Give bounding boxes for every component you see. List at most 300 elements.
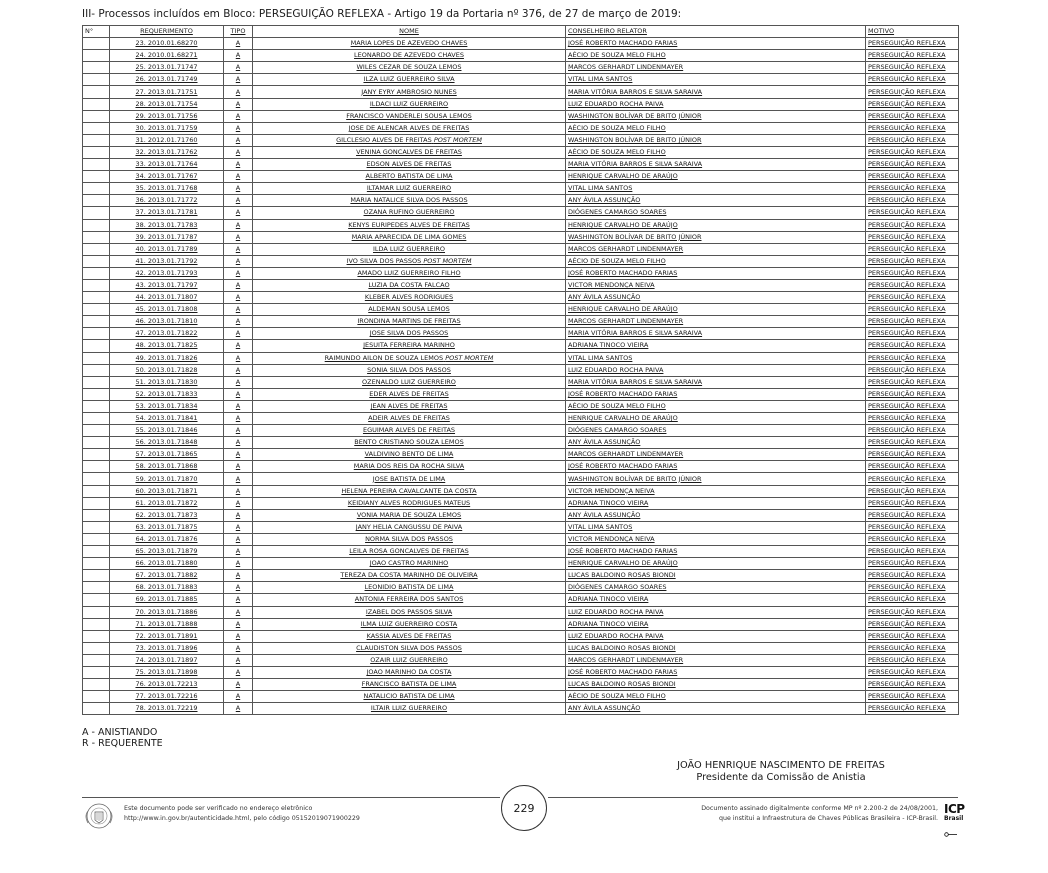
cell-tipo-text: A bbox=[235, 498, 241, 507]
cell-nome bbox=[253, 485, 566, 497]
cell-requerimento bbox=[110, 159, 224, 171]
cell-motivo-text: PERSEGUIÇÃO REFLEXA bbox=[868, 305, 946, 314]
cell-nome bbox=[253, 509, 566, 521]
cell-nome-text: EDSON ALVES DE FREITAS bbox=[366, 160, 452, 169]
cell-tipo bbox=[224, 400, 253, 412]
cell-requerimento bbox=[110, 691, 224, 703]
cell-motivo-text: PERSEGUIÇÃO REFLEXA bbox=[868, 184, 946, 193]
cell-requerimento bbox=[110, 340, 224, 352]
cell-conselheiro-text: LUCAS BALDOINO ROSAS BIONDI bbox=[568, 680, 676, 689]
post-mortem-note: POST MORTEM bbox=[445, 353, 494, 362]
cell-requerimento-text: 34. 2013.01.71767 bbox=[135, 172, 198, 181]
cell-conselheiro bbox=[566, 703, 866, 715]
cell-nome bbox=[253, 62, 566, 74]
cell-requerimento bbox=[110, 533, 224, 545]
cell-conselheiro bbox=[566, 558, 866, 570]
cell-motivo-text: PERSEGUIÇÃO REFLEXA bbox=[868, 583, 946, 592]
icp-logo-subtext: Brasil bbox=[944, 815, 964, 822]
cell-number bbox=[83, 352, 110, 364]
cell-conselheiro bbox=[566, 62, 866, 74]
cell-number bbox=[83, 654, 110, 666]
cell-nome-text: NORMA SILVA DOS PASSOS bbox=[365, 534, 453, 543]
cell-number bbox=[83, 461, 110, 473]
cell-number bbox=[83, 497, 110, 509]
cell-tipo bbox=[224, 485, 253, 497]
cell-nome bbox=[253, 497, 566, 509]
cell-nome bbox=[253, 461, 566, 473]
cell-conselheiro-text: MARCOS GERHARDT LINDENMAYER bbox=[568, 63, 684, 72]
cell-conselheiro bbox=[566, 473, 866, 485]
cell-requerimento-text: 37. 2013.01.71781 bbox=[135, 208, 198, 217]
cell-number bbox=[83, 388, 110, 400]
cell-conselheiro-text: AÉCIO DE SOUZA MELO FILHO bbox=[568, 256, 666, 265]
cell-conselheiro-text: HENRIQUE CARVALHO DE ARAÚJO bbox=[568, 559, 678, 568]
cell-requerimento bbox=[110, 449, 224, 461]
cell-requerimento-text: 49. 2013.01.71826 bbox=[135, 353, 198, 362]
cell-number bbox=[83, 606, 110, 618]
table-row bbox=[83, 388, 959, 400]
cell-nome-text: ILTAMAR LUIZ GUERREIRO bbox=[366, 184, 452, 193]
cell-requerimento-text: 76. 2013.01.72213 bbox=[135, 680, 198, 689]
cell-motivo-text: PERSEGUIÇÃO REFLEXA bbox=[868, 317, 946, 326]
cell-motivo-text: PERSEGUIÇÃO REFLEXA bbox=[868, 111, 946, 120]
cell-requerimento-text: 52. 2013.01.71833 bbox=[135, 389, 198, 398]
cell-requerimento bbox=[110, 642, 224, 654]
cell-conselheiro bbox=[566, 437, 866, 449]
col-header-tipo: TIPO bbox=[224, 26, 253, 38]
table-row bbox=[83, 231, 959, 243]
cell-motivo-text: PERSEGUIÇÃO REFLEXA bbox=[868, 293, 946, 302]
cell-tipo bbox=[224, 110, 253, 122]
cell-number bbox=[83, 255, 110, 267]
cell-requerimento-text: 51. 2013.01.71830 bbox=[135, 377, 198, 386]
cell-requerimento bbox=[110, 328, 224, 340]
cell-conselheiro-text: ADRIANA TINOCO VIEIRA bbox=[568, 341, 649, 350]
cell-conselheiro-text: ANY ÁVILA ASSUNÇÃO bbox=[568, 704, 641, 713]
cell-requerimento-text: 63. 2013.01.71875 bbox=[135, 522, 198, 531]
cell-nome-text: IVO SILVA DOS PASSOS bbox=[346, 256, 422, 265]
cell-requerimento-text: 64. 2013.01.71876 bbox=[135, 534, 198, 543]
cell-nome-text: IZABEL DOS PASSOS SILVA bbox=[365, 607, 453, 616]
cell-motivo-text: PERSEGUIÇÃO REFLEXA bbox=[868, 631, 946, 640]
cell-tipo bbox=[224, 279, 253, 291]
cell-number bbox=[83, 98, 110, 110]
cell-conselheiro-text: MARCOS GERHARDT LINDENMAYER bbox=[568, 317, 684, 326]
cell-motivo-text: PERSEGUIÇÃO REFLEXA bbox=[868, 559, 946, 568]
cell-requerimento-text: 56. 2013.01.71848 bbox=[135, 438, 198, 447]
cell-nome bbox=[253, 243, 566, 255]
table-row bbox=[83, 267, 959, 279]
icp-key-icon bbox=[944, 832, 958, 837]
cell-tipo bbox=[224, 654, 253, 666]
cell-conselheiro-text: LUIZ EDUARDO ROCHA PAIVA bbox=[568, 365, 664, 374]
cell-nome-text: LEONIDIO BATISTA DE LIMA bbox=[364, 583, 454, 592]
cell-nome bbox=[253, 654, 566, 666]
icp-brasil-logo bbox=[944, 803, 974, 841]
cell-motivo bbox=[866, 364, 959, 376]
cell-nome-text: CLAUDISTON SILVA DOS PASSOS bbox=[356, 643, 462, 652]
cell-tipo bbox=[224, 243, 253, 255]
cell-number bbox=[83, 630, 110, 642]
cell-motivo bbox=[866, 146, 959, 158]
cell-conselheiro bbox=[566, 267, 866, 279]
table-row bbox=[83, 666, 959, 678]
cell-motivo bbox=[866, 352, 959, 364]
table-body bbox=[83, 38, 959, 715]
cell-motivo bbox=[866, 642, 959, 654]
cell-motivo bbox=[866, 425, 959, 437]
cell-tipo bbox=[224, 364, 253, 376]
cell-number bbox=[83, 618, 110, 630]
cell-motivo-text: PERSEGUIÇÃO REFLEXA bbox=[868, 462, 946, 471]
cell-nome bbox=[253, 146, 566, 158]
cell-nome-text: JOSE SILVA DOS PASSOS bbox=[369, 329, 449, 338]
cell-tipo-text: A bbox=[235, 39, 241, 48]
cell-requerimento bbox=[110, 38, 224, 50]
cell-requerimento bbox=[110, 243, 224, 255]
cell-number bbox=[83, 146, 110, 158]
cell-conselheiro bbox=[566, 376, 866, 388]
cell-motivo bbox=[866, 122, 959, 134]
cell-tipo-text: A bbox=[235, 559, 241, 568]
cell-motivo bbox=[866, 376, 959, 388]
col-header-motivo: MOTIVO bbox=[866, 26, 959, 38]
cell-nome-text: KENYS EURIPEDES ALVES DE FREITAS bbox=[348, 220, 470, 229]
cell-nome-text: JOAO CASTRO MARINHO bbox=[369, 559, 449, 568]
cell-tipo-text: A bbox=[235, 389, 241, 398]
table-row bbox=[83, 691, 959, 703]
cell-requerimento-text: 28. 2013.01.71754 bbox=[135, 99, 198, 108]
cell-motivo-text: PERSEGUIÇÃO REFLEXA bbox=[868, 522, 946, 531]
cell-motivo bbox=[866, 691, 959, 703]
legend-item: R - REQUERENTE bbox=[82, 738, 163, 749]
cell-motivo bbox=[866, 74, 959, 86]
table-row bbox=[83, 449, 959, 461]
cell-number bbox=[83, 110, 110, 122]
table-row bbox=[83, 570, 959, 582]
cell-nome bbox=[253, 703, 566, 715]
cell-tipo bbox=[224, 219, 253, 231]
cell-motivo-text: PERSEGUIÇÃO REFLEXA bbox=[868, 87, 946, 96]
cell-motivo bbox=[866, 388, 959, 400]
cell-motivo bbox=[866, 703, 959, 715]
cell-conselheiro bbox=[566, 316, 866, 328]
cell-tipo-text: A bbox=[235, 87, 241, 96]
cell-number bbox=[83, 122, 110, 134]
cell-requerimento-text: 32. 2013.01.71762 bbox=[135, 147, 198, 156]
cell-requerimento bbox=[110, 219, 224, 231]
cell-nome bbox=[253, 582, 566, 594]
cell-conselheiro-text: VITAL LIMA SANTOS bbox=[568, 353, 633, 362]
cell-conselheiro bbox=[566, 304, 866, 316]
cell-motivo-text: PERSEGUIÇÃO REFLEXA bbox=[868, 414, 946, 423]
cell-motivo bbox=[866, 546, 959, 558]
cell-conselheiro bbox=[566, 679, 866, 691]
cell-requerimento bbox=[110, 62, 224, 74]
table-row bbox=[83, 461, 959, 473]
cell-requerimento bbox=[110, 231, 224, 243]
cell-nome bbox=[253, 171, 566, 183]
cell-nome bbox=[253, 594, 566, 606]
cell-number bbox=[83, 231, 110, 243]
cell-conselheiro-text: AÉCIO DE SOUZA MELO FILHO bbox=[568, 123, 666, 132]
cell-requerimento-text: 46. 2013.01.71810 bbox=[135, 317, 198, 326]
cell-tipo-text: A bbox=[235, 317, 241, 326]
cell-nome-text: LUZIA DA COSTA FALCAO bbox=[368, 281, 450, 290]
cell-motivo-text: PERSEGUIÇÃO REFLEXA bbox=[868, 365, 946, 374]
cell-requerimento-text: 78. 2013.01.72219 bbox=[135, 704, 198, 713]
cell-motivo bbox=[866, 134, 959, 146]
verification-note bbox=[124, 804, 360, 823]
cell-tipo-text: A bbox=[235, 377, 241, 386]
cell-requerimento bbox=[110, 279, 224, 291]
cell-nome bbox=[253, 279, 566, 291]
cell-nome-text: MARIA APARECIDA DE LIMA GOMES bbox=[351, 232, 467, 241]
cell-conselheiro bbox=[566, 497, 866, 509]
cell-nome bbox=[253, 122, 566, 134]
cell-tipo bbox=[224, 703, 253, 715]
cell-requerimento-text: 57. 2013.01.71865 bbox=[135, 450, 198, 459]
cell-nome bbox=[253, 207, 566, 219]
table-row bbox=[83, 38, 959, 50]
cell-nome-text: JOSE DE ALENCAR ALVES DE FREITAS bbox=[348, 123, 470, 132]
cell-requerimento-text: 27. 2013.01.71751 bbox=[135, 87, 198, 96]
cell-number bbox=[83, 533, 110, 545]
cell-conselheiro bbox=[566, 98, 866, 110]
table-row bbox=[83, 292, 959, 304]
cell-conselheiro-text: MARCOS GERHARDT LINDENMAYER bbox=[568, 450, 684, 459]
cell-conselheiro bbox=[566, 364, 866, 376]
cell-requerimento-text: 73. 2013.01.71896 bbox=[135, 643, 198, 652]
table-row bbox=[83, 122, 959, 134]
cell-tipo-text: A bbox=[235, 341, 241, 350]
cell-conselheiro-text: LUCAS BALDOINO ROSAS BIONDI bbox=[568, 643, 676, 652]
cell-conselheiro bbox=[566, 509, 866, 521]
cell-nome bbox=[253, 642, 566, 654]
cell-conselheiro-text: ANY ÁVILA ASSUNÇÃO bbox=[568, 196, 641, 205]
cell-tipo bbox=[224, 509, 253, 521]
cell-conselheiro bbox=[566, 159, 866, 171]
cell-conselheiro-text: VICTOR MENDONÇA NEIVA bbox=[568, 281, 655, 290]
cell-nome-text: ANTONIA FERREIRA DOS SANTOS bbox=[354, 595, 464, 604]
cell-nome bbox=[253, 159, 566, 171]
cell-nome-text: ILTAIR LUIZ GUERREIRO bbox=[370, 704, 448, 713]
cell-nome-text: HELENA PEREIRA CAVALCANTE DA COSTA bbox=[341, 486, 477, 495]
table-row bbox=[83, 630, 959, 642]
cell-nome-text: ILDACI LUIZ GUERREIRO bbox=[369, 99, 449, 108]
cell-motivo bbox=[866, 533, 959, 545]
cell-nome bbox=[253, 74, 566, 86]
cell-motivo-text: PERSEGUIÇÃO REFLEXA bbox=[868, 281, 946, 290]
cell-motivo bbox=[866, 594, 959, 606]
cell-motivo bbox=[866, 509, 959, 521]
cell-tipo bbox=[224, 328, 253, 340]
cell-tipo-text: A bbox=[235, 438, 241, 447]
cell-nome-text: AMADO LUIZ GUERREIRO FILHO bbox=[357, 268, 461, 277]
cell-number bbox=[83, 159, 110, 171]
cell-requerimento bbox=[110, 400, 224, 412]
cell-number bbox=[83, 304, 110, 316]
post-mortem-note: POST MORTEM bbox=[423, 256, 472, 265]
cell-nome bbox=[253, 304, 566, 316]
cell-motivo bbox=[866, 666, 959, 678]
cell-requerimento bbox=[110, 618, 224, 630]
cell-requerimento-text: 59. 2013.01.71870 bbox=[135, 474, 198, 483]
cell-conselheiro bbox=[566, 352, 866, 364]
cell-conselheiro bbox=[566, 461, 866, 473]
cell-number bbox=[83, 316, 110, 328]
cell-motivo bbox=[866, 207, 959, 219]
cell-requerimento-text: 54. 2013.01.71841 bbox=[135, 414, 198, 423]
cell-tipo-text: A bbox=[235, 414, 241, 423]
cell-motivo-text: PERSEGUIÇÃO REFLEXA bbox=[868, 595, 946, 604]
cell-nome-text: VONIA MARIA DE SOUZA LEMOS bbox=[356, 510, 462, 519]
cell-motivo-text: PERSEGUIÇÃO REFLEXA bbox=[868, 329, 946, 338]
signatory-role: Presidente da Comissão de Anistia bbox=[696, 771, 866, 783]
cell-nome bbox=[253, 231, 566, 243]
cell-nome-text: KEIDIANY ALVES RODRIGUES MATEUS bbox=[347, 498, 471, 507]
cell-conselheiro bbox=[566, 630, 866, 642]
cell-tipo-text: A bbox=[235, 534, 241, 543]
cell-conselheiro bbox=[566, 654, 866, 666]
cell-conselheiro bbox=[566, 110, 866, 122]
table-row bbox=[83, 171, 959, 183]
cell-tipo bbox=[224, 255, 253, 267]
cell-conselheiro-text: VITAL LIMA SANTOS bbox=[568, 184, 633, 193]
cell-tipo bbox=[224, 666, 253, 678]
cell-nome-text: OZAIR LUIZ GUERREIRO bbox=[370, 655, 448, 664]
cell-conselheiro bbox=[566, 691, 866, 703]
cell-nome-text: MARIA NATALICE SILVA DOS PASSOS bbox=[350, 196, 468, 205]
cell-motivo bbox=[866, 606, 959, 618]
cell-tipo bbox=[224, 425, 253, 437]
cell-conselheiro-text: JOSÉ ROBERTO MACHADO FARIAS bbox=[568, 668, 678, 677]
cell-conselheiro-text: LUIZ EDUARDO ROCHA PAIVA bbox=[568, 631, 664, 640]
cell-nome bbox=[253, 328, 566, 340]
cell-requerimento-text: 26. 2013.01.71749 bbox=[135, 75, 198, 84]
signed-line: Documento assinado digitalmente conforme MP nº 2.200-2 de 24/08/2001, bbox=[701, 805, 938, 812]
cell-tipo-text: A bbox=[235, 256, 241, 265]
cell-nome-text: ALDEMAN SOUSA LEMOS bbox=[368, 305, 450, 314]
cell-conselheiro bbox=[566, 521, 866, 533]
table-row bbox=[83, 679, 959, 691]
cell-tipo-text: A bbox=[235, 692, 241, 701]
cell-requerimento bbox=[110, 110, 224, 122]
cell-conselheiro bbox=[566, 485, 866, 497]
cell-motivo bbox=[866, 279, 959, 291]
cell-tipo bbox=[224, 159, 253, 171]
cell-conselheiro-text: JOSÉ ROBERTO MACHADO FARIAS bbox=[568, 39, 678, 48]
cell-nome bbox=[253, 340, 566, 352]
cell-motivo-text: PERSEGUIÇÃO REFLEXA bbox=[868, 256, 946, 265]
cell-motivo bbox=[866, 98, 959, 110]
cell-motivo-text: PERSEGUIÇÃO REFLEXA bbox=[868, 680, 946, 689]
cell-number bbox=[83, 509, 110, 521]
cell-nome bbox=[253, 618, 566, 630]
cell-nome bbox=[253, 473, 566, 485]
cell-tipo-text: A bbox=[235, 680, 241, 689]
cell-nome-text: LEILA ROSA GONCALVES DE FREITAS bbox=[349, 547, 469, 556]
table-row bbox=[83, 50, 959, 62]
cell-conselheiro-text: LUCAS BALDOINO ROSAS BIONDI bbox=[568, 571, 676, 580]
cell-motivo bbox=[866, 654, 959, 666]
cell-motivo bbox=[866, 558, 959, 570]
cell-conselheiro-text: LUIZ EDUARDO ROCHA PAIVA bbox=[568, 99, 664, 108]
cell-motivo bbox=[866, 449, 959, 461]
cell-requerimento-text: 61. 2013.01.71872 bbox=[135, 498, 198, 507]
cell-nome bbox=[253, 691, 566, 703]
cell-number bbox=[83, 691, 110, 703]
table-row bbox=[83, 400, 959, 412]
cell-conselheiro bbox=[566, 606, 866, 618]
cell-number bbox=[83, 62, 110, 74]
cell-tipo bbox=[224, 122, 253, 134]
cell-conselheiro-text: ADRIANA TINOCO VIEIRA bbox=[568, 619, 649, 628]
cell-motivo bbox=[866, 461, 959, 473]
cell-tipo-text: A bbox=[235, 281, 241, 290]
table-row bbox=[83, 437, 959, 449]
cell-tipo bbox=[224, 376, 253, 388]
cell-conselheiro bbox=[566, 642, 866, 654]
cell-requerimento bbox=[110, 413, 224, 425]
cell-requerimento-text: 42. 2013.01.71793 bbox=[135, 268, 198, 277]
table-row bbox=[83, 243, 959, 255]
cell-nome bbox=[253, 425, 566, 437]
cell-motivo-text: PERSEGUIÇÃO REFLEXA bbox=[868, 619, 946, 628]
cell-motivo-text: PERSEGUIÇÃO REFLEXA bbox=[868, 268, 946, 277]
cell-nome-text: ILMA LUIZ GUERREIRO COSTA bbox=[360, 619, 458, 628]
cell-requerimento-text: 53. 2013.01.71834 bbox=[135, 401, 198, 410]
cell-tipo-text: A bbox=[235, 160, 241, 169]
section-heading: III- Processos incluídos em Bloco: PERSEGUIÇÃO REFLEXA - Artigo 19 da Portaria nº 376, de 27 de março de 2019: bbox=[82, 8, 682, 20]
cell-motivo-text: PERSEGUIÇÃO REFLEXA bbox=[868, 643, 946, 652]
cell-tipo bbox=[224, 473, 253, 485]
cell-nome-text: MARIA LOPES DE AZEVEDO CHAVES bbox=[350, 39, 468, 48]
cell-conselheiro bbox=[566, 146, 866, 158]
cell-motivo-text: PERSEGUIÇÃO REFLEXA bbox=[868, 39, 946, 48]
cell-motivo-text: PERSEGUIÇÃO REFLEXA bbox=[868, 63, 946, 72]
cell-tipo-text: A bbox=[235, 147, 241, 156]
cell-tipo bbox=[224, 606, 253, 618]
verification-url: http://www.in.gov.br/autenticidade.html, pelo código 05152019071900229 bbox=[124, 814, 360, 822]
table-row bbox=[83, 183, 959, 195]
cell-motivo-text: PERSEGUIÇÃO REFLEXA bbox=[868, 426, 946, 435]
table-row bbox=[83, 352, 959, 364]
cell-motivo-text: PERSEGUIÇÃO REFLEXA bbox=[868, 607, 946, 616]
cell-conselheiro bbox=[566, 171, 866, 183]
cell-conselheiro-text: ADRIANA TINOCO VIEIRA bbox=[568, 498, 649, 507]
cell-conselheiro bbox=[566, 50, 866, 62]
col-header-conselheiro: CONSELHEIRO RELATOR bbox=[566, 26, 866, 38]
cell-requerimento bbox=[110, 183, 224, 195]
footer-rule-right bbox=[548, 797, 958, 798]
cell-motivo bbox=[866, 437, 959, 449]
cell-nome-text: OZENALDO LUIZ GUERREIRO bbox=[362, 377, 456, 386]
cell-nome bbox=[253, 630, 566, 642]
cell-conselheiro bbox=[566, 292, 866, 304]
cell-motivo-text: PERSEGUIÇÃO REFLEXA bbox=[868, 135, 946, 144]
cell-tipo-text: A bbox=[235, 220, 241, 229]
cell-conselheiro bbox=[566, 546, 866, 558]
cell-tipo-text: A bbox=[235, 365, 241, 374]
cell-number bbox=[83, 38, 110, 50]
cell-motivo bbox=[866, 473, 959, 485]
cell-tipo bbox=[224, 74, 253, 86]
cell-motivo bbox=[866, 231, 959, 243]
cell-tipo bbox=[224, 461, 253, 473]
cell-motivo-text: PERSEGUIÇÃO REFLEXA bbox=[868, 377, 946, 386]
table-row bbox=[83, 497, 959, 509]
